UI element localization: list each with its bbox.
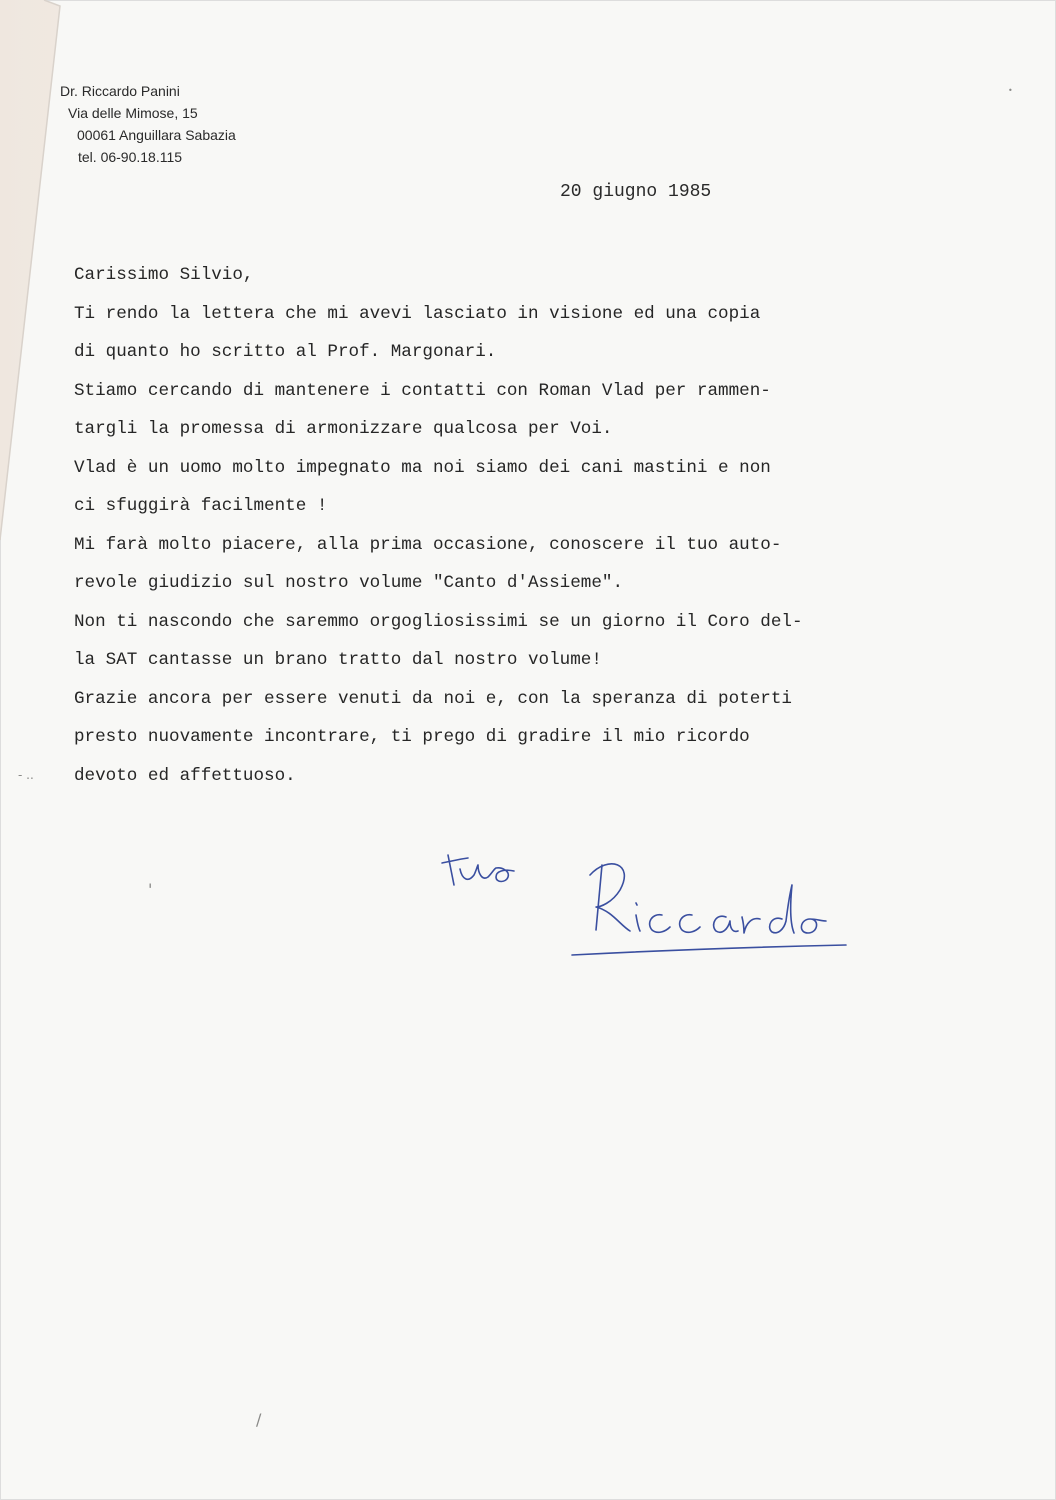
letterhead bbox=[60, 80, 304, 168]
body-line: revole giudizio sul nostro volume "Canto d'Assieme". bbox=[74, 573, 624, 593]
body-line: devoto ed affettuoso. bbox=[74, 765, 296, 786]
body-line: la SAT cantasse un brano tratto dal nostro volume! bbox=[74, 650, 602, 670]
scan-mark: / bbox=[256, 1410, 262, 1429]
letterhead-phone: tel. 06-90.18.115 bbox=[78, 149, 183, 165]
body-line: targli la promessa di armonizzare qualcosa per Voi. bbox=[74, 419, 613, 439]
body-line: Mi farà molto piacere, alla prima occasione, conoscere il tuo auto- bbox=[74, 534, 782, 555]
letterhead-street: Via delle Mimose, 15 bbox=[68, 105, 198, 121]
scan-mark: - .. bbox=[18, 768, 34, 782]
scan-mark: ' bbox=[148, 880, 153, 899]
body-line: di quanto ho scritto al Prof. Margonari. bbox=[74, 342, 497, 362]
scan-mark: • bbox=[1008, 86, 1013, 95]
letterhead-name: Dr. Riccardo Panini bbox=[60, 83, 180, 99]
letter-body bbox=[74, 256, 1014, 795]
body-line: Non ti nascondo che saremmo orgogliosissimi se un giorno il Coro del- bbox=[74, 611, 803, 632]
salutation-line: Carissimo Silvio, bbox=[74, 265, 254, 285]
letterhead-city: 00061 Anguillara Sabazia bbox=[77, 127, 236, 143]
body-line: Grazie ancora per essere venuti da noi e, con la speranza di poterti bbox=[74, 688, 792, 709]
body-line: Stiamo cercando di mantenere i contatti con Roman Vlad per rammen- bbox=[74, 380, 771, 401]
body-line: presto nuovamente incontrare, ti prego di gradire il mio ricordo bbox=[74, 727, 750, 747]
handwritten-signature bbox=[430, 835, 870, 975]
body-line: ci sfuggirà facilmente ! bbox=[74, 496, 328, 516]
body-line: Ti rendo la lettera che mi avevi lasciato in visione ed una copia bbox=[74, 303, 761, 324]
letter-date: 20 giugno 1985 bbox=[560, 182, 712, 202]
body-line: Vlad è un uomo molto impegnato ma noi siamo dei cani mastini e non bbox=[74, 457, 771, 478]
